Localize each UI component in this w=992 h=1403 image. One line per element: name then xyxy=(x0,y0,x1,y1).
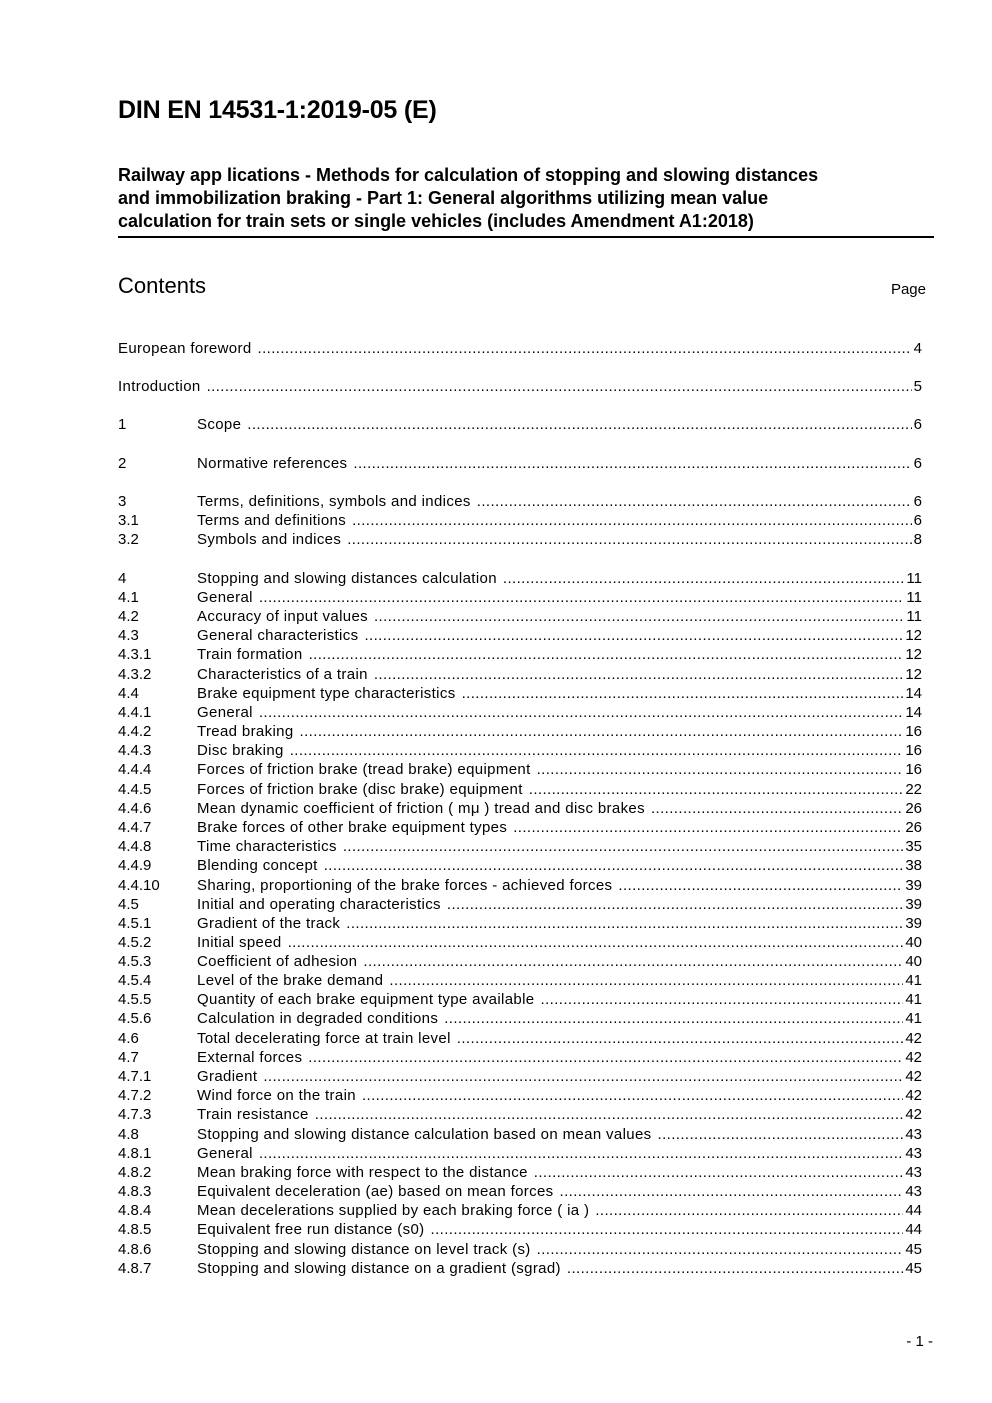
toc-entry-number: 4.4.10 xyxy=(118,877,160,894)
toc-entry-title: Stopping and slowing distance on level track (s) xyxy=(197,1241,531,1258)
toc-entry-title: Terms and definitions xyxy=(197,512,347,529)
toc-entry-number: 2 xyxy=(118,455,127,472)
toc-entry-page: 42 xyxy=(905,1106,922,1123)
toc-entry-page: 14 xyxy=(905,685,922,702)
toc-dot-leader xyxy=(247,415,911,434)
toc-entry-number: 4.5.6 xyxy=(118,1010,152,1027)
document-id: DIN EN 14531-1:2019-05 (E) xyxy=(118,96,437,124)
toc-entry-number: 4.5.2 xyxy=(118,934,152,951)
document-title xyxy=(118,164,934,238)
toc-dot-leader xyxy=(343,837,904,856)
toc-entry[interactable] xyxy=(118,971,922,990)
toc-entry-title: Sharing, proportioning of the brake forces - achieved forces xyxy=(197,877,613,894)
toc-entry[interactable] xyxy=(118,492,922,511)
toc-entry-title: Stopping and slowing distance on a gradient (sgrad) xyxy=(197,1260,561,1277)
toc-entry[interactable] xyxy=(118,1182,922,1201)
toc-entry[interactable] xyxy=(118,454,922,473)
toc-dot-leader xyxy=(658,1125,904,1144)
toc-entry-page: 42 xyxy=(905,1087,922,1104)
toc-entry-title: Introduction xyxy=(118,378,201,395)
toc-entry-page: 45 xyxy=(905,1241,922,1258)
toc-entry-title: Mean braking force with respect to the distance xyxy=(197,1164,528,1181)
toc-entry-page: 12 xyxy=(905,627,922,644)
toc-entry-number: 4.3.1 xyxy=(118,646,152,663)
toc-entry-page: 14 xyxy=(905,704,922,721)
toc-entry-page: 35 xyxy=(905,838,922,855)
document-title-line: Railway app lications - Methods for calculation of stopping and slowing distances xyxy=(118,165,819,185)
toc-entry[interactable] xyxy=(118,665,922,684)
toc-entry[interactable] xyxy=(118,645,922,664)
toc-entry-page: 41 xyxy=(905,991,922,1008)
toc-entry-number: 4.4.3 xyxy=(118,742,152,759)
toc-entry-title: Blending concept xyxy=(197,857,318,874)
toc-dot-leader xyxy=(618,876,903,895)
toc-entry[interactable] xyxy=(118,1201,922,1220)
toc-entry-title: Initial speed xyxy=(197,934,282,951)
toc-entry[interactable] xyxy=(118,377,922,396)
toc-dot-leader xyxy=(447,895,903,914)
toc-entry-title: Equivalent free run distance (s0) xyxy=(197,1221,425,1238)
toc-entry-page: 22 xyxy=(905,781,922,798)
toc-entry[interactable] xyxy=(118,1259,922,1278)
toc-dot-leader xyxy=(444,1009,903,1028)
toc-entry-title: Quantity of each brake equipment type available xyxy=(197,991,535,1008)
toc-entry[interactable] xyxy=(118,511,922,530)
toc-entry-page: 41 xyxy=(905,972,922,989)
toc-entry[interactable] xyxy=(118,856,922,875)
toc-entry[interactable] xyxy=(118,741,922,760)
toc-dot-leader xyxy=(308,1048,903,1067)
toc-entry-title: Train formation xyxy=(197,646,303,663)
toc-entry-number: 4.4.5 xyxy=(118,781,152,798)
toc-entry[interactable] xyxy=(118,607,922,626)
toc-entry-page: 4 xyxy=(913,340,922,357)
toc-entry-page: 43 xyxy=(905,1183,922,1200)
document-title-line: calculation for train sets or single vehicles (includes Amendment A1:2018) xyxy=(118,211,754,231)
page-column-heading: Page xyxy=(890,281,926,298)
toc-entry-page: 8 xyxy=(913,531,922,548)
toc-dot-leader xyxy=(529,780,904,799)
toc-dot-leader xyxy=(352,511,912,530)
toc-entry-number: 4.4.7 xyxy=(118,819,152,836)
toc-entry-number: 4.4.9 xyxy=(118,857,152,874)
toc-dot-leader xyxy=(541,990,904,1009)
toc-entry-number: 4.4.1 xyxy=(118,704,152,721)
toc-entry-page: 39 xyxy=(905,896,922,913)
toc-dot-leader xyxy=(595,1201,903,1220)
toc-dot-leader xyxy=(364,626,903,645)
toc-entry-title: Terms, definitions, symbols and indices xyxy=(197,493,471,510)
toc-entry-title: Train resistance xyxy=(197,1106,309,1123)
toc-entry-number: 4.1 xyxy=(118,589,139,606)
toc-entry-number: 4.8.5 xyxy=(118,1221,152,1238)
toc-entry-title: European foreword xyxy=(118,340,252,357)
toc-dot-leader xyxy=(503,569,905,588)
toc-entry-page: 11 xyxy=(906,608,922,625)
toc-entry[interactable] xyxy=(118,990,922,1009)
toc-dot-leader xyxy=(537,1240,904,1259)
toc-entry-number: 4.7 xyxy=(118,1049,139,1066)
toc-entry[interactable] xyxy=(118,339,922,358)
toc-entry-page: 6 xyxy=(913,493,922,510)
toc-entry-number: 4.5 xyxy=(118,896,139,913)
toc-entry-title: Time characteristics xyxy=(197,838,337,855)
toc-dot-leader xyxy=(259,1144,903,1163)
toc-entry-page: 42 xyxy=(905,1049,922,1066)
toc-entry-title: Level of the brake demand xyxy=(197,972,384,989)
toc-entry[interactable] xyxy=(118,1105,922,1124)
toc-entry[interactable] xyxy=(118,1144,922,1163)
toc-entry[interactable] xyxy=(118,1009,922,1028)
toc-entry[interactable] xyxy=(118,1048,922,1067)
toc-entry-page: 44 xyxy=(905,1202,922,1219)
toc-entry[interactable] xyxy=(118,1163,922,1182)
toc-entry-page: 6 xyxy=(913,416,922,433)
toc-entry-number: 4.4.6 xyxy=(118,800,152,817)
toc-entry-number: 3 xyxy=(118,493,127,510)
toc-entry-number: 3.1 xyxy=(118,512,139,529)
toc-entry-number: 4 xyxy=(118,570,127,587)
toc-entry-number: 4.8.7 xyxy=(118,1260,152,1277)
toc-entry[interactable] xyxy=(118,933,922,952)
toc-dot-leader xyxy=(560,1182,904,1201)
toc-entry-page: 26 xyxy=(905,800,922,817)
toc-entry-page: 43 xyxy=(905,1145,922,1162)
toc-entry-number: 4.8.6 xyxy=(118,1241,152,1258)
toc-entry[interactable] xyxy=(118,569,922,588)
toc-entry-number: 4.7.3 xyxy=(118,1106,152,1123)
toc-dot-leader xyxy=(259,703,903,722)
toc-entry-title: General characteristics xyxy=(197,627,359,644)
toc-entry-number: 3.2 xyxy=(118,531,139,548)
toc-entry[interactable] xyxy=(118,703,922,722)
toc-entry[interactable] xyxy=(118,1125,922,1144)
toc-entry-title: Accuracy of input values xyxy=(197,608,368,625)
toc-entry[interactable] xyxy=(118,952,922,971)
toc-entry-title: Mean decelerations supplied by each braking force ( ia ) xyxy=(197,1202,590,1219)
toc-entry[interactable] xyxy=(118,895,922,914)
toc-dot-leader xyxy=(651,799,903,818)
toc-entry-title: Normative references xyxy=(197,455,348,472)
toc-entry-page: 12 xyxy=(905,666,922,683)
toc-dot-leader xyxy=(534,1163,904,1182)
toc-entry-page: 16 xyxy=(905,761,922,778)
toc-dot-leader xyxy=(346,914,903,933)
toc-entry-title: Symbols and indices xyxy=(197,531,342,548)
toc-entry-title: Brake equipment type characteristics xyxy=(197,685,456,702)
toc-entry-page: 12 xyxy=(905,646,922,663)
toc-dot-leader xyxy=(300,722,904,741)
toc-entry-title: General xyxy=(197,704,253,721)
toc-entry[interactable] xyxy=(118,1086,922,1105)
toc-entry-title: Disc braking xyxy=(197,742,284,759)
toc-entry-page: 26 xyxy=(905,819,922,836)
toc-entry-number: 4.5.3 xyxy=(118,953,152,970)
toc-dot-leader xyxy=(389,971,903,990)
toc-entry-page: 39 xyxy=(905,915,922,932)
toc-entry[interactable] xyxy=(118,876,922,895)
toc-entry-title: Gradient of the track xyxy=(197,915,341,932)
toc-entry[interactable] xyxy=(118,1029,922,1048)
toc-entry-number: 4.4.2 xyxy=(118,723,152,740)
toc-entry-title: Brake forces of other brake equipment types xyxy=(197,819,508,836)
toc-entry-page: 5 xyxy=(913,378,922,395)
toc-entry-title: General xyxy=(197,1145,253,1162)
toc-entry[interactable] xyxy=(118,760,922,779)
toc-entry-page: 43 xyxy=(905,1126,922,1143)
toc-dot-leader xyxy=(353,454,911,473)
toc-entry-number: 4.5.4 xyxy=(118,972,152,989)
toc-entry-title: Gradient xyxy=(197,1068,258,1085)
toc-dot-leader xyxy=(374,607,904,626)
toc-entry-number: 4.8 xyxy=(118,1126,139,1143)
toc-dot-leader xyxy=(315,1105,904,1124)
toc-entry-title: External forces xyxy=(197,1049,303,1066)
toc-entry-number: 4.3.2 xyxy=(118,666,152,683)
toc-entry-number: 4.2 xyxy=(118,608,139,625)
toc-entry-page: 39 xyxy=(905,877,922,894)
toc-entry[interactable] xyxy=(118,1067,922,1086)
toc-dot-leader xyxy=(258,339,912,358)
toc-entry[interactable] xyxy=(118,780,922,799)
toc-entry-title: Mean dynamic coefficient of friction ( mμ ) tread and disc brakes xyxy=(197,800,645,817)
toc-entry-number: 4.5.1 xyxy=(118,915,152,932)
toc-entry-page: 43 xyxy=(905,1164,922,1181)
toc-entry-page: 42 xyxy=(905,1068,922,1085)
toc-entry[interactable] xyxy=(118,799,922,818)
toc-entry[interactable] xyxy=(118,1220,922,1239)
toc-dot-leader xyxy=(362,1086,903,1105)
toc-entry-number: 4.8.4 xyxy=(118,1202,152,1219)
toc-dot-leader xyxy=(567,1259,903,1278)
toc-dot-leader xyxy=(363,952,903,971)
document-title-line: and immobilization braking - Part 1: General algorithms utilizing mean value xyxy=(118,188,769,208)
toc-dot-leader xyxy=(537,760,904,779)
toc-dot-leader xyxy=(263,1067,903,1086)
toc-entry-page: 41 xyxy=(905,1010,922,1027)
toc-dot-leader xyxy=(207,377,912,396)
toc-entry[interactable] xyxy=(118,626,922,645)
toc-entry-page: 45 xyxy=(905,1260,922,1277)
toc-entry[interactable] xyxy=(118,588,922,607)
toc-dot-leader xyxy=(309,645,904,664)
toc-dot-leader xyxy=(462,684,904,703)
toc-entry-number: 1 xyxy=(118,416,127,433)
toc-dot-leader xyxy=(457,1029,904,1048)
toc-dot-leader xyxy=(374,665,903,684)
toc-entry[interactable] xyxy=(118,914,922,933)
toc-dot-leader xyxy=(324,856,904,875)
toc-dot-leader xyxy=(259,588,905,607)
toc-entry[interactable] xyxy=(118,722,922,741)
toc-entry-title: Scope xyxy=(197,416,242,433)
toc-entry-page: 42 xyxy=(905,1030,922,1047)
toc-dot-leader xyxy=(290,741,904,760)
toc-entry[interactable] xyxy=(118,818,922,837)
toc-entry-number: 4.5.5 xyxy=(118,991,152,1008)
toc-entry-number: 4.8.3 xyxy=(118,1183,152,1200)
toc-entry-page: 44 xyxy=(905,1221,922,1238)
toc-entry-number: 4.7.1 xyxy=(118,1068,152,1085)
toc-entry-page: 11 xyxy=(906,589,922,606)
toc-entry-page: 16 xyxy=(905,723,922,740)
toc-entry-title: Forces of friction brake (tread brake) equipment xyxy=(197,761,531,778)
toc-entry-number: 4.4.8 xyxy=(118,838,152,855)
toc-entry-page: 40 xyxy=(905,934,922,951)
toc-entry-page: 16 xyxy=(905,742,922,759)
toc-entry-title: Coefficient of adhesion xyxy=(197,953,358,970)
toc-entry-number: 4.8.1 xyxy=(118,1145,152,1162)
toc-entry-number: 4.4.4 xyxy=(118,761,152,778)
toc-entry-title: Equivalent deceleration (ae) based on mean forces xyxy=(197,1183,554,1200)
contents-heading: Contents xyxy=(118,273,207,298)
toc-entry-title: Wind force on the train xyxy=(197,1087,356,1104)
toc-entry-page: 11 xyxy=(906,570,922,587)
toc-entry-number: 4.7.2 xyxy=(118,1087,152,1104)
toc-dot-leader xyxy=(477,492,912,511)
footer-page-number: - 1 - xyxy=(906,1333,933,1350)
toc-entry-title: Stopping and slowing distances calculation xyxy=(197,570,497,587)
toc-entry-page: 6 xyxy=(913,512,922,529)
toc-entry-title: Characteristics of a train xyxy=(197,666,368,683)
toc-entry-title: Calculation in degraded conditions xyxy=(197,1010,439,1027)
toc-entry-number: 4.8.2 xyxy=(118,1164,152,1181)
toc-entry-page: 6 xyxy=(913,455,922,472)
toc-entry-page: 38 xyxy=(905,857,922,874)
toc-entry-number: 4.4 xyxy=(118,685,139,702)
toc-entry-title: Tread braking xyxy=(197,723,294,740)
toc-dot-leader xyxy=(431,1220,904,1239)
toc-entry[interactable] xyxy=(118,415,922,434)
toc-entry-number: 4.6 xyxy=(118,1030,139,1047)
toc-entry-page: 40 xyxy=(905,953,922,970)
toc-entry-title: General xyxy=(197,589,253,606)
toc-dot-leader xyxy=(347,530,911,549)
toc-entry[interactable] xyxy=(118,1240,922,1259)
toc-entry-title: Stopping and slowing distance calculation based on mean values xyxy=(197,1126,652,1143)
toc-entry[interactable] xyxy=(118,684,922,703)
toc-entry[interactable] xyxy=(118,530,922,549)
toc-dot-leader xyxy=(288,933,904,952)
toc-entry[interactable] xyxy=(118,837,922,856)
toc-entry-title: Initial and operating characteristics xyxy=(197,896,441,913)
toc-entry-number: 4.3 xyxy=(118,627,139,644)
toc-entry-title: Forces of friction brake (disc brake) equipment xyxy=(197,781,523,798)
toc-entry-title: Total decelerating force at train level xyxy=(197,1030,451,1047)
toc-dot-leader xyxy=(513,818,903,837)
